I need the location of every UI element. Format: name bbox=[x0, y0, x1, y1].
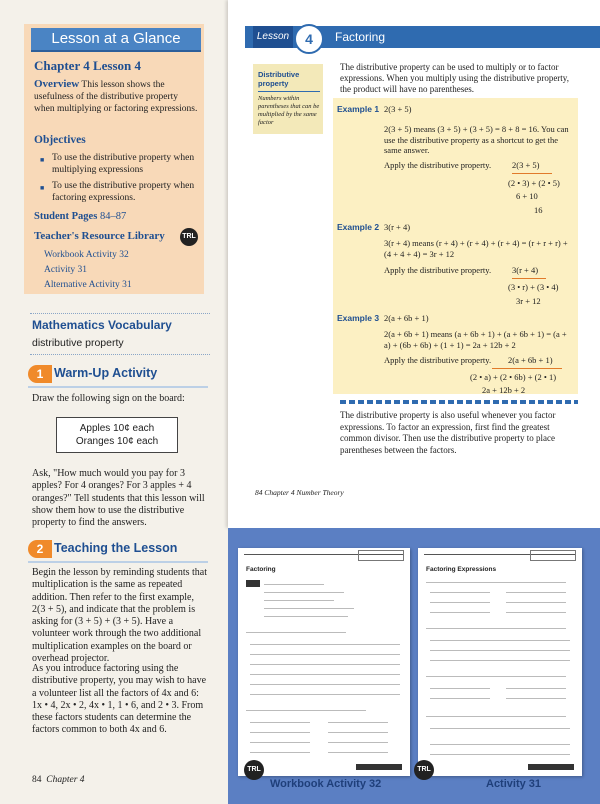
example-label: Example 1 bbox=[337, 104, 380, 114]
chapter-lesson-heading: Chapter 4 Lesson 4 bbox=[34, 58, 142, 73]
step-result: 3r + 12 bbox=[516, 296, 541, 306]
lesson-tab: Lesson bbox=[253, 26, 293, 48]
step-result: 2a + 12b + 2 bbox=[482, 385, 526, 395]
step-expression: 2(a + 6b + 1) bbox=[508, 355, 553, 365]
apply-text: Apply the distributive property. bbox=[384, 355, 492, 365]
resources-list bbox=[44, 248, 132, 293]
chapter-name: Chapter 4 bbox=[46, 775, 85, 785]
resource-item: Activity 31 bbox=[44, 265, 88, 275]
dashed-separator bbox=[340, 400, 578, 404]
resource-item: Workbook Activity 32 bbox=[44, 250, 129, 260]
objective-item: ■ To use the distributive property when multiplying expressions bbox=[52, 152, 198, 176]
footer-tag bbox=[356, 764, 402, 770]
divider bbox=[258, 91, 320, 92]
apply-text: Apply the distributive property. bbox=[384, 160, 492, 170]
example-label: Example 2 bbox=[337, 222, 380, 232]
example-tag bbox=[246, 580, 260, 587]
step-expression: 3(r + 4) bbox=[512, 265, 539, 275]
step-result: 16 bbox=[534, 205, 543, 215]
teaching-para: As you introduce factoring using the distributive property, you may wish to have a volunteer list all the factors of 4x and 6: 1x • 4, 2x • 2, 4x • 1, 1 • 6, and 2 • 3. From these factors students can determine the factors common to both 4x and 6. bbox=[32, 663, 207, 736]
lesson-number-badge: 4 bbox=[294, 24, 324, 54]
objective-item: ■ To use the distributive property when factoring expressions. bbox=[52, 180, 198, 204]
step-expression: 6 + 10 bbox=[516, 191, 538, 201]
teaching-title: Teaching the Lesson bbox=[54, 541, 178, 555]
lesson-title: Factoring bbox=[335, 30, 386, 44]
teaching-para: Begin the lesson by reminding students that multiplication is the same as repeated addition. Then refer to the first example, 2(3 + 5), and indicate that the problem is asking for (3 + 5) + (3 + 5). Have a volunteer work through the two additional multiplication examples on the board or overhead projector. bbox=[32, 567, 207, 665]
example-explanation: 2(3 + 5) means (3 + 5) + (3 + 5) = 8 + 8 = 16. You can use the distributive property as a shortcut to get the same answer. bbox=[384, 124, 569, 155]
step-expression: (2 • 3) + (2 • 5) bbox=[508, 178, 560, 188]
overview-block bbox=[34, 78, 198, 115]
divider bbox=[30, 313, 210, 314]
price-sign bbox=[56, 417, 178, 453]
student-pages-label: Student Pages bbox=[34, 211, 98, 222]
divider bbox=[30, 354, 210, 355]
glance-title: Lesson at a Glance bbox=[31, 28, 201, 52]
sign-line: Oranges 10¢ each bbox=[75, 436, 159, 447]
page-number: 84 bbox=[32, 775, 42, 785]
student-pages-value: 84–87 bbox=[99, 211, 127, 222]
vocab-term: distributive property bbox=[32, 337, 124, 349]
workbook-sheet-2 bbox=[418, 548, 582, 776]
warmup-body: Ask, "How much would you pay for 3 apples? For 4 oranges? For 3 apples + 4 oranges?" Tell students that this lesson will show them how to use the distributive property to find the answers. bbox=[32, 468, 205, 529]
example-label: Example 3 bbox=[337, 313, 380, 323]
lesson-outro: The distributive property is also useful whenever you factor expressions. To factor an expression, first find the greatest common divisor. Then use the distributive property to place parentheses between the factors. bbox=[340, 410, 556, 455]
lesson-intro: The distributive property can be used to multiply or to factor expressions. When you multiply using the distributive property, the product will have no parentheses. bbox=[340, 62, 569, 94]
example-expression: 2(3 + 5) bbox=[384, 104, 412, 114]
step-expression: (3 • r) + (3 • 4) bbox=[508, 282, 559, 292]
overview-text: This lesson shows the usefulness of the distributive property when multiplying or factoring expressions. bbox=[34, 80, 198, 114]
student-pages bbox=[34, 211, 126, 222]
workbook-sheet-1 bbox=[238, 548, 410, 776]
page-footer: 84 Chapter 4 Number Theory bbox=[255, 488, 344, 497]
trl-badge-icon: TRL bbox=[244, 760, 264, 780]
footer-tag bbox=[528, 764, 574, 770]
step-number-badge: 2 bbox=[28, 540, 52, 558]
sheet-title: Factoring Expressions bbox=[426, 566, 497, 573]
resource-item: Alternative Activity 31 bbox=[44, 280, 132, 290]
vocab-title: Mathematics Vocabulary bbox=[32, 318, 172, 332]
distribute-arrow bbox=[512, 173, 552, 174]
distribute-arrow bbox=[512, 278, 546, 279]
trl-badge-icon: TRL bbox=[180, 228, 198, 246]
sign-line: Apples 10¢ each bbox=[79, 423, 155, 434]
sheet-title: Factoring bbox=[246, 566, 276, 573]
warmup-instruction: Draw the following sign on the board: bbox=[32, 393, 185, 404]
distribute-arrow bbox=[492, 368, 562, 369]
activity-box bbox=[358, 550, 404, 561]
step-expression: (2 • a) + (2 • 6b) + (2 • 1) bbox=[470, 372, 557, 382]
step-underline bbox=[28, 386, 208, 388]
example-expression: 2(a + 6b + 1) bbox=[384, 313, 429, 323]
sidebar-term: Distributive property bbox=[258, 70, 300, 88]
example-explanation: 3(r + 4) means (r + 4) + (r + 4) + (r + 4) = (r + r + r) + (4 + 4 + 4) = 3r + 12 bbox=[384, 238, 568, 259]
warmup-title: Warm-Up Activity bbox=[54, 366, 158, 380]
trl-badge-icon: TRL bbox=[414, 760, 434, 780]
sidebar-definition: Numbers within parentheses that can be multiplied by the same factor bbox=[258, 95, 320, 126]
workbook-caption: Workbook Activity 32 bbox=[270, 778, 382, 790]
overview-label: Overview bbox=[34, 78, 80, 90]
activity-box bbox=[530, 550, 576, 561]
step-expression: 2(3 + 5) bbox=[512, 160, 540, 170]
example-explanation: 2(a + 6b + 1) means (a + 6b + 1) + (a + 6b + 1) = (a + a) + (6b + 6b) + (1 + 1) = 2a + 12b + 2 bbox=[384, 329, 567, 350]
step-number-badge: 1 bbox=[28, 365, 52, 383]
trl-label: Teacher's Resource Library bbox=[34, 230, 165, 242]
left-footer bbox=[32, 775, 85, 785]
objectives-label: Objectives bbox=[34, 134, 86, 146]
activity-caption: Activity 31 bbox=[486, 778, 542, 790]
example-expression: 3(r + 4) bbox=[384, 222, 411, 232]
step-underline bbox=[28, 561, 208, 563]
apply-text: Apply the distributive property. bbox=[384, 265, 492, 275]
